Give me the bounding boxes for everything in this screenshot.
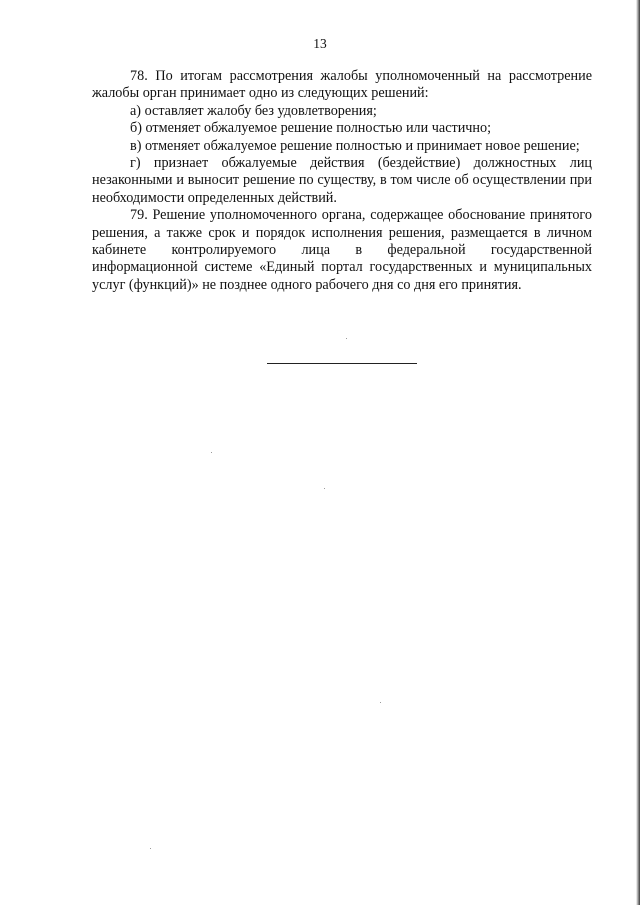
scan-speck xyxy=(211,452,212,453)
scan-speck xyxy=(346,338,347,339)
list-item-d: г) признает обжалуемые действия (бездействие) должностных лиц незаконными и выносит решение по существу, в том числе об осуществлении при необходимости определенных действий. xyxy=(92,155,592,206)
paragraph-79: 79. Решение уполномоченного органа, содержащее обоснование принятого решения, а также срок и порядок исполнения решения, размещается в личном кабинете контролируемого лица в федеральной государственной информационной системе «Единый портал государственных и муниципальных услуг (функций)» не позднее одного рабочего дня со дня его принятия. xyxy=(92,207,592,293)
list-item-b: б) отменяет обжалуемое решение полностью или частично; xyxy=(130,120,492,137)
scan-speck xyxy=(380,702,381,703)
page-number: 13 xyxy=(313,36,327,51)
scan-speck xyxy=(324,488,325,489)
paragraph-78: 78. По итогам рассмотрения жалобы уполномоченный на рассмотрение жалобы орган принимает одно из следующих решений: xyxy=(92,68,592,102)
scan-speck xyxy=(150,848,151,849)
list-item-a: а) оставляет жалобу без удовлетворения; xyxy=(130,102,377,119)
list-item-c: в) отменяет обжалуемое решение полностью и принимает новое решение; xyxy=(130,137,580,154)
document-body xyxy=(92,68,592,294)
separator-line xyxy=(267,363,417,364)
scan-edge-shadow xyxy=(636,0,640,905)
